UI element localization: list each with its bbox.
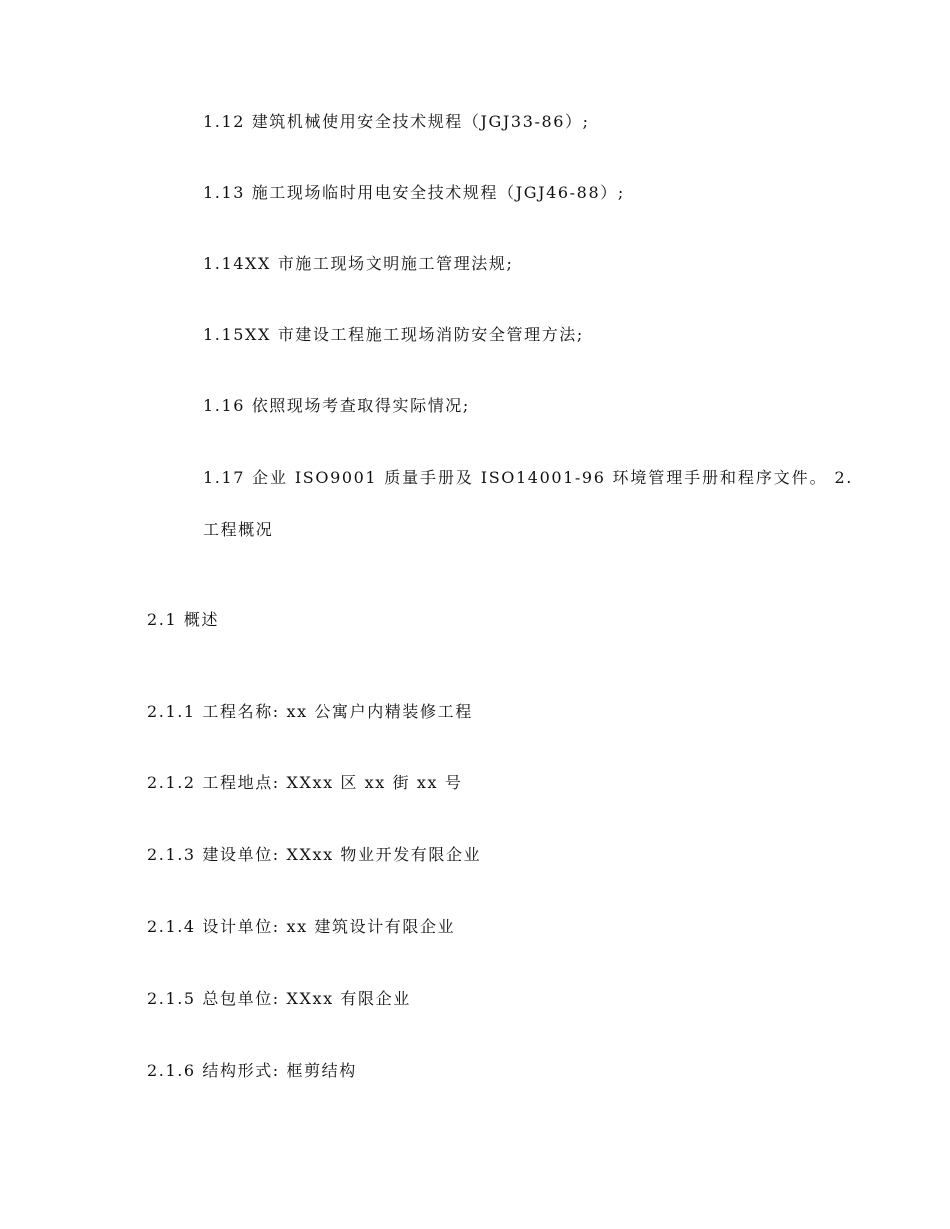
reference-item-1-14: 1.14XX 市施工现场文明施工管理法规; <box>203 254 514 273</box>
detail-structure-type: 2.1.6 结构形式: 框剪结构 <box>147 1061 357 1080</box>
reference-item-1-13: 1.13 施工现场临时用电安全技术规程（JGJ46-88）; <box>203 183 625 202</box>
section-heading: 2.1 概述 <box>147 610 220 629</box>
detail-project-location: 2.1.2 工程地点: XXxx 区 xx 街 xx 号 <box>147 773 463 792</box>
reference-item-1-12: 1.12 建筑机械使用安全技术规程（JGJ33-86）; <box>203 112 590 131</box>
reference-item-1-15: 1.15XX 市建设工程施工现场消防安全管理方法; <box>203 325 584 344</box>
detail-construction-unit: 2.1.3 建设单位: XXxx 物业开发有限企业 <box>147 845 482 864</box>
reference-item-1-16: 1.16 依照现场考查取得实际情况; <box>203 396 470 415</box>
detail-general-contractor: 2.1.5 总包单位: XXxx 有限企业 <box>147 989 411 1008</box>
detail-design-unit: 2.1.4 设计单位: xx 建筑设计有限企业 <box>147 917 456 936</box>
detail-project-name: 2.1.1 工程名称: xx 公寓户内精装修工程 <box>147 702 473 721</box>
reference-item-1-17: 1.17 企业 ISO9001 质量手册及 ISO14001-96 环境管理手册和程序文件。 2. 工程概况 <box>203 468 853 539</box>
